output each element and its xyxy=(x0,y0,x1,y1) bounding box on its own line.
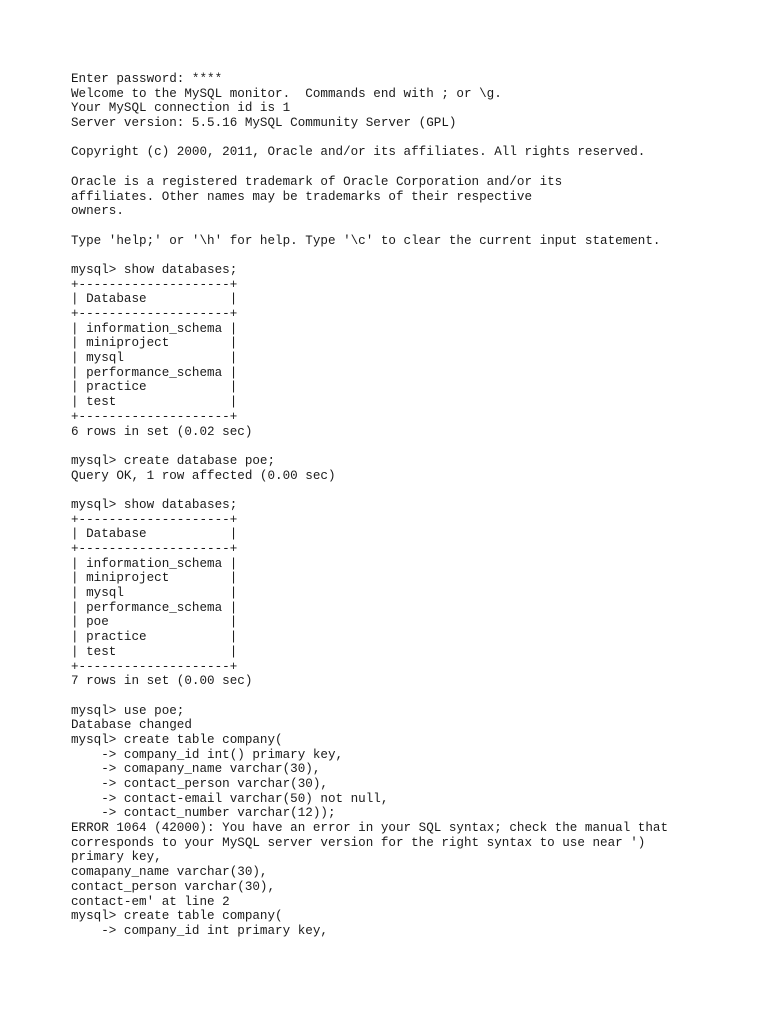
console-line: | Database | xyxy=(71,527,238,542)
console-line: Server version: 5.5.16 MySQL Community Server (GPL) xyxy=(71,116,457,131)
console-line: +--------------------+ xyxy=(71,659,238,674)
console-line: Copyright (c) 2000, 2011, Oracle and/or its affiliates. All rights reserved. xyxy=(71,145,646,160)
console-line: | practice | xyxy=(71,380,238,395)
console-line: ERROR 1064 (42000): You have an error in your SQL syntax; check the manual that xyxy=(71,821,669,836)
console-line: -> contact_number varchar(12)); xyxy=(71,806,336,821)
console-line: Type 'help;' or '\h' for help. Type '\c' to clear the current input statement. xyxy=(71,233,661,248)
blank-line xyxy=(71,439,768,454)
console-line: comapany_name varchar(30), xyxy=(71,865,268,880)
console-line: | miniproject | xyxy=(71,571,238,586)
console-line: | miniproject | xyxy=(71,336,238,351)
console-line: -> contact_person varchar(30), xyxy=(71,777,328,791)
console-line: | poe | xyxy=(71,615,238,630)
console-line: +--------------------+ xyxy=(71,307,238,321)
console-line: -> contact-email varchar(50) not null, xyxy=(71,791,389,806)
blank-line xyxy=(71,689,768,704)
console-line: | information_schema | xyxy=(71,321,238,336)
console-line: mysql> create table company( xyxy=(71,909,283,924)
console-line: -> company_id int primary key, xyxy=(71,923,328,938)
console-line: Query OK, 1 row affected (0.00 sec) xyxy=(71,468,336,483)
console-line: Enter password: **** xyxy=(71,72,223,86)
console-line: -> comapany_name varchar(30), xyxy=(71,762,321,777)
console-line: Database changed xyxy=(71,718,192,733)
console-line: mysql> show databases; xyxy=(71,497,238,512)
console-line: | performance_schema | xyxy=(71,600,238,615)
console-line: Oracle is a registered trademark of Oracle Corporation and/or its xyxy=(71,174,563,189)
console-line: | test | xyxy=(71,644,238,659)
console-line: +--------------------+ xyxy=(71,409,238,424)
blank-line xyxy=(71,248,768,263)
blank-line xyxy=(71,131,768,146)
console-line: +--------------------+ xyxy=(71,512,238,527)
console-line: mysql> create table company( xyxy=(71,732,283,747)
console-line: -> company_id int() primary key, xyxy=(71,747,344,762)
console-line: | mysql | xyxy=(71,351,238,366)
console-line: mysql> show databases; xyxy=(71,262,238,277)
console-line: 6 rows in set (0.02 sec) xyxy=(71,424,253,439)
document-page xyxy=(71,72,768,939)
console-line: | practice | xyxy=(71,630,238,645)
console-line: primary key, xyxy=(71,850,162,865)
console-transcript xyxy=(71,72,768,939)
console-line: Your MySQL connection id is 1 xyxy=(71,101,291,116)
console-line: corresponds to your MySQL server version for the right syntax to use near ') xyxy=(71,835,646,850)
blank-line xyxy=(71,160,768,175)
console-line: contact_person varchar(30), xyxy=(71,879,276,894)
console-line: owners. xyxy=(71,204,124,219)
console-line: +--------------------+ xyxy=(71,542,238,556)
console-line: | test | xyxy=(71,395,238,410)
console-line: contact-em' at line 2 xyxy=(71,894,230,909)
console-line: | Database | xyxy=(71,292,238,307)
blank-line xyxy=(71,219,768,234)
console-line: mysql> use poe; xyxy=(71,703,185,718)
console-line: 7 rows in set (0.00 sec) xyxy=(71,674,253,689)
console-line: | information_schema | xyxy=(71,556,238,571)
blank-line xyxy=(71,483,768,498)
console-line: Welcome to the MySQL monitor. Commands end with ; or \g. xyxy=(71,86,502,101)
console-line: affiliates. Other names may be trademarks of their respective xyxy=(71,189,533,204)
console-line: | mysql | xyxy=(71,586,238,601)
console-line: mysql> create database poe; xyxy=(71,453,276,468)
console-line: | performance_schema | xyxy=(71,365,238,380)
console-line: +--------------------+ xyxy=(71,277,238,292)
